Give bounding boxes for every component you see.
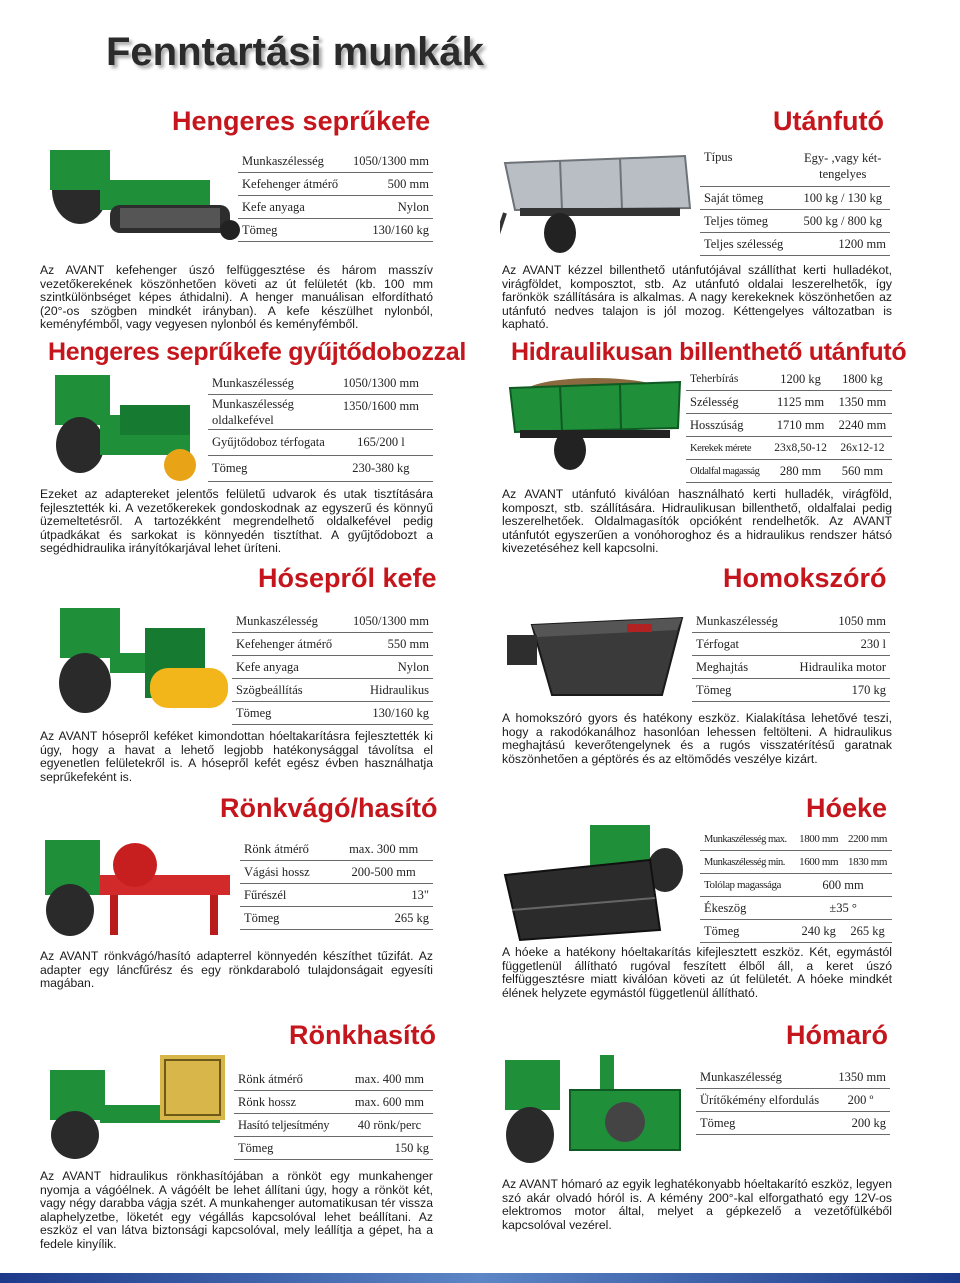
spec-cell: Rönk átmérő	[240, 838, 334, 861]
description-ronkvago: Az AVANT rönkvágó/hasító adapterrel könnyedén készíthet tűzifát. Az adapter egy láncfűrész és egy rönkdaraboló tulajdonságait egyesíti magában.	[40, 949, 433, 991]
spec-row	[692, 610, 890, 633]
spec-cell: 170 kg	[789, 679, 890, 702]
section-title-hidraulikus: Hidraulikusan billenthető utánfutó	[511, 338, 907, 366]
section-title-homokszoro: Homokszóró	[723, 563, 887, 593]
spec-row	[208, 456, 433, 482]
spec-cell: Típus	[700, 146, 795, 187]
spec-cell: max. 400 mm	[346, 1068, 433, 1091]
photo-ronkvago	[40, 820, 240, 942]
section-title-utanfuto: Utánfutó	[773, 106, 884, 136]
section-title-gyujto: Hengeres seprűkefe gyűjtődobozzal	[48, 338, 466, 366]
spec-cell: 13"	[334, 884, 433, 907]
spec-cell: 200 º	[831, 1089, 890, 1112]
photo-hengeres-seprukefe	[40, 140, 240, 250]
spec-cell: 1350/1600 mm	[329, 395, 433, 430]
spec-cell: Tömeg	[692, 679, 789, 702]
specs-table-utanfuto	[700, 146, 890, 256]
spec-row	[686, 368, 892, 391]
spec-row	[700, 146, 890, 187]
photo-hidraulikus-utanfuto	[500, 370, 685, 475]
spec-cell: Hidraulika motor	[789, 656, 890, 679]
description-hengeres: Az AVANT kefehenger úszó felfüggesztése és három masszív vezetőkerekének köszönhetően követi az út felületét (kb. 100 mm szintkülönbséget képes áthidalni). A henger manuálisan elfordítható (20°-os szögben mindkét irányban). A kefe készülhet nylonból, keményfémből, vagy vegyesen nylonból és keményfémből.	[40, 263, 433, 332]
spec-cell: Ürítőkémény elfordulás	[696, 1089, 831, 1112]
spec-cell: 1800 kg	[833, 368, 892, 391]
section-title-hengeres: Hengeres seprűkefe	[172, 106, 431, 136]
spec-cell: Rönk átmérő	[234, 1068, 346, 1091]
spec-cell: 200 kg	[831, 1112, 890, 1135]
specs-table-hidraulikus	[686, 368, 892, 483]
specs-table-homokszoro	[692, 610, 890, 702]
spec-row	[234, 1068, 433, 1091]
section-title-hosepro: Hósepről kefe	[258, 563, 437, 593]
spec-cell: Munkaszélesség oldalkefével	[208, 395, 329, 430]
photo-homokszoro	[502, 600, 687, 710]
spec-cell: 26x12-12	[833, 437, 892, 460]
spec-cell: Teherbírás	[686, 368, 768, 391]
description-gyujto: Ezeket az adaptereket jelentős felületű udvarok és utak tisztítására fejlesztették ki. A vezetőkerekek gondoskodnak az egyszerű és könnyű üzemeltetésről. A tartozékként megrendelhető oldalkefével pedig útpadkákat és sarkokat is könnyedén tisztíthat. A gyűjtődobozt a segédhidraulika irányítókarjával lehet üríteni.	[40, 487, 433, 556]
spec-cell: 1600 mm	[794, 851, 843, 874]
spec-cell: 600 mm	[794, 874, 892, 897]
spec-cell: 130/160 kg	[346, 219, 433, 242]
spec-row	[232, 656, 433, 679]
spec-cell: Kefe anyaga	[238, 196, 346, 219]
spec-row	[700, 874, 892, 897]
spec-row	[692, 656, 890, 679]
specs-table-hosepro	[232, 610, 433, 725]
spec-row	[208, 430, 433, 456]
spec-cell: Kefe anyaga	[232, 656, 343, 679]
spec-row	[700, 920, 892, 943]
section-title-ronkhasito: Rönkhasító	[289, 1020, 437, 1050]
spec-cell: Rönk hossz	[234, 1091, 346, 1114]
section-title-homaro: Hómaró	[786, 1020, 889, 1050]
photo-homaro	[500, 1050, 695, 1168]
spec-cell: 1050 mm	[789, 610, 890, 633]
footer-bar	[0, 1273, 960, 1283]
spec-cell: Tömeg	[238, 219, 346, 242]
spec-cell: Térfogat	[692, 633, 789, 656]
spec-cell: Ékeszög	[700, 897, 794, 920]
spec-row	[238, 150, 433, 173]
spec-cell: max. 600 mm	[346, 1091, 433, 1114]
spec-row	[692, 679, 890, 702]
spec-cell: ±35 °	[794, 897, 892, 920]
spec-cell: Szögbeállítás	[232, 679, 343, 702]
spec-cell: Szélesség	[686, 391, 768, 414]
spec-row	[700, 233, 890, 256]
spec-row	[700, 897, 892, 920]
spec-cell: Saját tömeg	[700, 187, 795, 210]
spec-cell: Kefehenger átmérő	[232, 633, 343, 656]
spec-cell: 1050/1300 mm	[329, 372, 433, 395]
page-title: Fenntartási munkák	[106, 30, 484, 74]
spec-cell: Fűrészél	[240, 884, 334, 907]
spec-cell: Munkaszélesség	[692, 610, 789, 633]
spec-row	[208, 395, 433, 430]
spec-cell: Oldalfal magasság	[686, 460, 768, 483]
spec-cell: 230 l	[789, 633, 890, 656]
spec-row	[696, 1066, 890, 1089]
spec-row	[232, 679, 433, 702]
spec-row	[238, 196, 433, 219]
spec-cell: Teljes szélesség	[700, 233, 795, 256]
spec-cell: max. 300 mm	[334, 838, 433, 861]
description-homaro: Az AVANT hómaró az egyik leghatékonyabb hóeltakarító eszköz, legyen szó akár olvadó hóról is. A kémény 200°-kal elforgatható egy 12V-os elektromos motor által, melyet a gépkezelő a vezetőfülkéből kapcsolóval vezérel.	[502, 1177, 892, 1232]
spec-cell: Tömeg	[240, 907, 334, 930]
spec-row	[234, 1137, 433, 1160]
spec-row	[240, 838, 433, 861]
spec-cell: 150 kg	[346, 1137, 433, 1160]
spec-cell: 560 mm	[833, 460, 892, 483]
spec-row	[234, 1091, 433, 1114]
spec-cell: Nylon	[343, 656, 433, 679]
spec-cell: Munkaszélesség	[208, 372, 329, 395]
spec-cell: Munkaszélesség max.	[700, 828, 794, 851]
spec-cell: 1050/1300 mm	[343, 610, 433, 633]
photo-gyujtodoboz	[40, 365, 210, 485]
spec-row	[232, 610, 433, 633]
spec-cell: Tömeg	[234, 1137, 346, 1160]
spec-cell: Hasító teljesítmény	[234, 1114, 346, 1137]
description-hidraulikus: Az AVANT utánfutó kiválóan használható kerti hulladék, virágföld, komposzt, stb. szállítására. Hidraulikusan billenthető, oldalfalai pedig leszerelhetőek. Oldalmagasítók opcióként rendelhetők. Az AVANT utánfutót egyszerűen a vonóhoroghoz és a hidraulikus rendszer hátsó kivezetéséhez kell kapcsolni.	[502, 487, 892, 556]
spec-cell: Tömeg	[700, 920, 794, 943]
spec-cell: 230-380 kg	[329, 456, 433, 482]
spec-cell: 1830 mm	[843, 851, 892, 874]
spec-cell: Munkaszélesség	[696, 1066, 831, 1089]
spec-cell: Tolólap magassága	[700, 874, 794, 897]
spec-row	[700, 851, 892, 874]
spec-row	[232, 702, 433, 725]
spec-row	[686, 460, 892, 483]
spec-cell: 100 kg / 130 kg	[795, 187, 890, 210]
spec-row	[696, 1089, 890, 1112]
specs-table-ronkhasito	[234, 1068, 433, 1160]
description-homokszoro: A homokszóró gyors és hatékony eszköz. Kialakítása lehetővé teszi, hogy a rakodókanálhoz hasonlóan lehessen feltölteni. A hidraulikus meghajtású keverőtengelynek és a rugós visszatérítésű garatnak köszönhetően a géptörés és az eltömődés veszélye kizárt.	[502, 711, 892, 766]
spec-cell: 130/160 kg	[343, 702, 433, 725]
spec-cell: 200-500 mm	[334, 861, 433, 884]
spec-row	[238, 173, 433, 196]
spec-cell: 1800 mm	[794, 828, 843, 851]
spec-row	[240, 907, 433, 930]
spec-cell: Kerekek mérete	[686, 437, 768, 460]
specs-table-hoeke	[700, 828, 892, 943]
description-utanfuto: Az AVANT kézzel billenthető utánfutójával szállíthat kerti hulladékot, virágföldet, komposztot, stb. Az utánfutó oldalai leszerelhetők, így farönkök szállítására is alkalmas. A nagy kerekeknek köszönhetően az utánfutó nedves talajon is jól mozog. Kéttengelyes változatban is kapható.	[502, 263, 892, 332]
spec-row	[686, 414, 892, 437]
spec-cell: Gyűjtődoboz térfogata	[208, 430, 329, 456]
spec-cell: Meghajtás	[692, 656, 789, 679]
spec-cell: 550 mm	[343, 633, 433, 656]
section-title-ronkvago: Rönkvágó/hasító	[220, 793, 438, 823]
specs-table-hengeres	[238, 150, 433, 242]
spec-row	[240, 861, 433, 884]
spec-cell: 265 kg	[334, 907, 433, 930]
spec-cell: 1350 mm	[831, 1066, 890, 1089]
specs-table-homaro	[696, 1066, 890, 1135]
photo-utanfuto	[500, 148, 695, 260]
spec-cell: 265 kg	[843, 920, 892, 943]
spec-cell: 2240 mm	[833, 414, 892, 437]
specs-table-ronkvago	[240, 838, 433, 930]
spec-cell: Munkaszélesség	[232, 610, 343, 633]
spec-cell: Teljes tömeg	[700, 210, 795, 233]
spec-cell: 1200 mm	[795, 233, 890, 256]
spec-row	[700, 210, 890, 233]
spec-cell: 1125 mm	[768, 391, 833, 414]
spec-cell: 23x8,50-12	[768, 437, 833, 460]
specs-table-gyujto	[208, 372, 433, 482]
spec-cell: 1710 mm	[768, 414, 833, 437]
spec-cell: Tömeg	[696, 1112, 831, 1135]
spec-cell: Kefehenger átmérő	[238, 173, 346, 196]
spec-row	[208, 372, 433, 395]
section-title-hoeke: Hóeke	[806, 793, 888, 823]
spec-cell: 165/200 l	[329, 430, 433, 456]
spec-cell: 1200 kg	[768, 368, 833, 391]
description-hoeke: A hóeke a hatékony hóeltakarítás kifejlesztett eszköz. Két, egymástól függetlenül állítható rugóval feszített élből áll, a keret úszó felfüggesztésre miatt kiválóan követi az út felületét. A hóeke mindkét élének helyzete egymástól függetlenül állítható.	[502, 945, 892, 1000]
spec-cell: 1050/1300 mm	[346, 150, 433, 173]
spec-cell: Egy- ,vagy két- tengelyes	[795, 146, 890, 187]
spec-cell: Nylon	[346, 196, 433, 219]
spec-cell: Vágási hossz	[240, 861, 334, 884]
spec-row	[240, 884, 433, 907]
spec-cell: 240 kg	[794, 920, 843, 943]
spec-row	[238, 219, 433, 242]
spec-row	[700, 828, 892, 851]
spec-row	[686, 437, 892, 460]
spec-row	[232, 633, 433, 656]
spec-row	[696, 1112, 890, 1135]
spec-cell: 280 mm	[768, 460, 833, 483]
spec-cell: Hosszúság	[686, 414, 768, 437]
spec-cell: 40 rönk/perc	[346, 1114, 433, 1137]
description-ronkhasito: Az AVANT hidraulikus rönkhasítójában a rönköt egy munkahenger nyomja a vágóélnek. A vágóélt be lehet állítani úgy, hogy a rönköt két, vagy négy darabba vágja szét. A munkahenger automatikusan tér vissza alaphelyzetbe, löketét egy végállás kapcsolóval lehet beállítani. Az eszköz el van látva biztonsági kapcsolóval, mely leállítja a gépet, ha a fedele kinyílik.	[40, 1169, 433, 1251]
spec-cell: 2200 mm	[843, 828, 892, 851]
spec-cell: 1350 mm	[833, 391, 892, 414]
spec-row	[686, 391, 892, 414]
spec-row	[234, 1114, 433, 1137]
spec-cell: Tömeg	[232, 702, 343, 725]
description-hosepro: Az AVANT hósepről keféket kimondottan hóeltakarításra fejlesztették ki úgy, hogy a havat a lehető legjobb hatékonysággal távolítsa el egyenetlen felületekről is. A hósepről kefét egész évben használhatja seprűkefeként is.	[40, 729, 433, 784]
photo-hosepro-kefe	[40, 598, 230, 720]
spec-cell: 500 kg / 800 kg	[795, 210, 890, 233]
photo-ronkhasito	[40, 1050, 235, 1162]
spec-cell: Munkaszélesség	[238, 150, 346, 173]
spec-cell: Hidraulikus	[343, 679, 433, 702]
spec-row	[700, 187, 890, 210]
spec-cell: Tömeg	[208, 456, 329, 482]
spec-cell: 500 mm	[346, 173, 433, 196]
spec-cell: Munkaszélesség min.	[700, 851, 794, 874]
photo-hoeke	[500, 820, 700, 942]
spec-row	[692, 633, 890, 656]
